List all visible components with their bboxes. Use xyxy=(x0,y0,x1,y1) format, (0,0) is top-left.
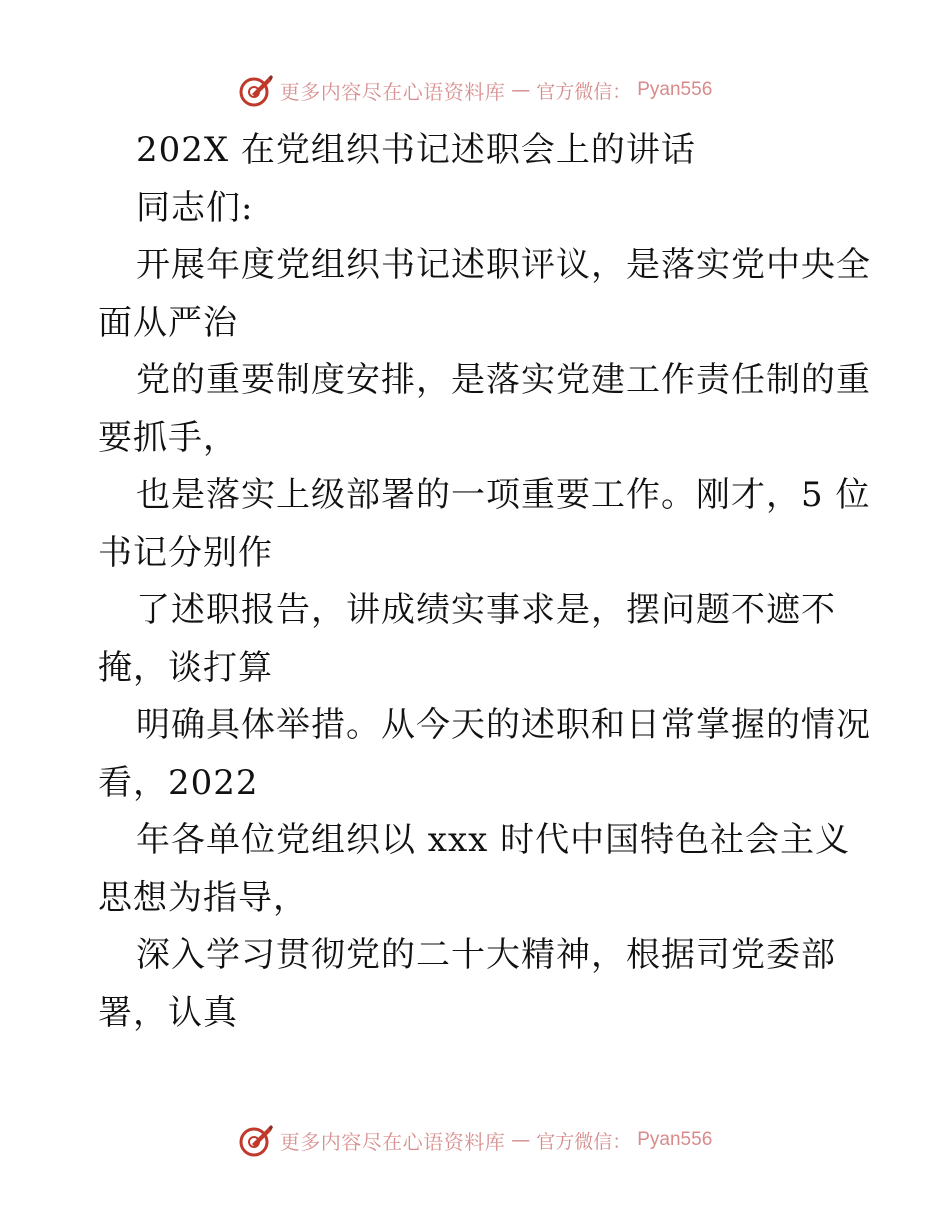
header-watermark xyxy=(0,70,950,110)
pen-logo-icon xyxy=(238,72,274,108)
text-line: 党的重要制度安排，是落实党建工作责任制的重 xyxy=(136,360,871,400)
text-line: 了述职报告，讲成绩实事求是，摆问题不遮不 xyxy=(136,590,836,630)
document-body xyxy=(98,122,871,1042)
watermark-title: 更多内容尽在心语资料库 xyxy=(279,1129,506,1154)
text-line: 明确具体举措。从今天的述职和日常掌握的情况 xyxy=(136,705,871,745)
pen-logo-icon xyxy=(238,1122,274,1158)
watermark-dash: — xyxy=(511,79,531,101)
document-title: 202X 在党组织书记述职会上的讲话 xyxy=(136,130,696,170)
text-line: 署，认真 xyxy=(98,992,238,1033)
text-line: 看，2022 xyxy=(98,762,259,803)
text-line: 深入学习贯彻党的二十大精神，根据司党委部 xyxy=(136,935,836,975)
watermark-wechat-id: Pyan556 xyxy=(637,1129,713,1150)
text-line: 也是落实上级部署的一项重要工作。刚才，5 位 xyxy=(136,475,871,515)
footer-watermark xyxy=(0,1120,950,1160)
text-line: 开展年度党组织书记述职评议，是落实党中央全 xyxy=(136,245,871,285)
watermark-dash: — xyxy=(511,1129,531,1151)
text-line: 同志们: xyxy=(136,187,254,228)
text-line: 年各单位党组织以 xxx 时代中国特色社会主义 xyxy=(136,820,851,860)
watermark-wechat-id: Pyan556 xyxy=(637,79,713,100)
text-line: 书记分别作 xyxy=(98,532,273,573)
watermark-title: 更多内容尽在心语资料库 xyxy=(279,79,506,104)
text-line: 思想为指导， xyxy=(98,877,308,918)
text-line: 要抓手， xyxy=(98,417,238,458)
text-line: 面从严治 xyxy=(98,302,238,343)
text-line: 掩，谈打算 xyxy=(98,647,273,688)
watermark-label: 官方微信： xyxy=(536,80,632,103)
watermark-label: 官方微信： xyxy=(536,1130,632,1153)
